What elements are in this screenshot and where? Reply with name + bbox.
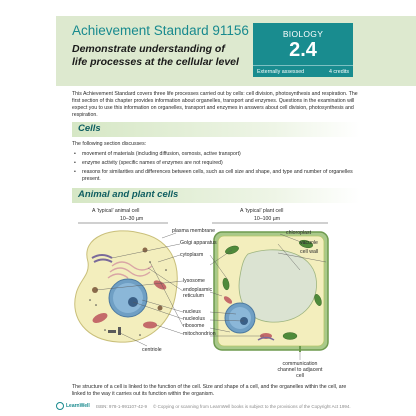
- label-nucleolus: nucleolus: [183, 316, 205, 322]
- label-plasma-membrane: plasma membrane: [172, 228, 215, 234]
- label-lysosome: lysosome: [183, 278, 205, 284]
- animal-cell-caption: A ‘typical’ animal cell: [92, 208, 140, 214]
- list-item: • movement of materials (including diffusion, osmosis, active transport): [74, 151, 360, 158]
- badge-subject: BIOLOGY: [282, 29, 324, 39]
- intro-paragraph: This Achievement Standard covers three life processes carried out by cells: cell division, photosynthesis and respiration. The first section of this chapter provides information about organelles, transport and enzymes. Questions in the examination will expect you to use this information on organelles, transport and enzymes in answers about cell division, photosynthesis and respiration.: [72, 91, 358, 118]
- label-golgi-apparatus: Golgi apparatus: [180, 240, 217, 246]
- label-cell-wall: cell wall: [300, 249, 319, 255]
- footer-copyright: © Copying or scanning from LearnWell books is subject to the provisions of the Copyright Act 1994.: [153, 403, 351, 409]
- label-endoplasmic-reticulum: endoplasmic reticulum: [183, 287, 213, 299]
- list-item: • enzyme activity (specific names of enzymes are not required): [74, 160, 360, 167]
- label-vacuole: vacuole: [300, 240, 318, 246]
- badge-credits: 4 credits: [328, 68, 349, 75]
- closing-paragraph: The structure of a cell is linked to the function of the cell. Size and shape of a cell, and the organelles within the cell, are linked to the way it carries out its function within the organism.: [72, 384, 347, 397]
- label-nucleus: nucleus: [183, 309, 201, 315]
- animal-cell-size: 10–30 µm: [120, 216, 144, 222]
- footer-isbn: ISBN: 978-1-991107-42-9: [95, 403, 148, 409]
- section-heading-animal-plant: Animal and plant cells: [72, 188, 360, 203]
- label-chloroplast: chloroplast: [286, 230, 312, 236]
- logo-mark-icon: [56, 402, 64, 410]
- label-centriole: centriole: [142, 347, 162, 353]
- badge-assessment: Externally assessed: [257, 68, 305, 75]
- badge-standard-number: 2.4: [289, 39, 317, 61]
- animal-cell-drawing: [75, 231, 178, 342]
- label-cytoplasm: cytoplasm: [180, 252, 204, 258]
- standard-title: Achievement Standard 91156: [72, 23, 249, 38]
- plant-cell-size: 10–100 µm: [254, 216, 281, 222]
- label-ribosome: ribosome: [183, 323, 205, 329]
- logo-text: LearnWell: [66, 403, 90, 409]
- label-mitochondrion: mitochondrion: [183, 331, 216, 337]
- label-communication-channel: communication channel to adjacent cell: [277, 361, 323, 379]
- list-item: • reasons for similarities and differences between cells, such as cell size and shape, and type and number of organelles present.: [74, 169, 360, 183]
- plant-cell-caption: A ‘typical’ plant cell: [240, 208, 284, 214]
- section-heading-cells: Cells: [72, 122, 360, 137]
- cells-lead: The following section discusses:: [72, 141, 147, 147]
- page-footer: [56, 400, 396, 412]
- standard-subtitle: Demonstrate understanding of life processes at the cellular level: [72, 43, 239, 68]
- publisher-logo: [56, 402, 90, 410]
